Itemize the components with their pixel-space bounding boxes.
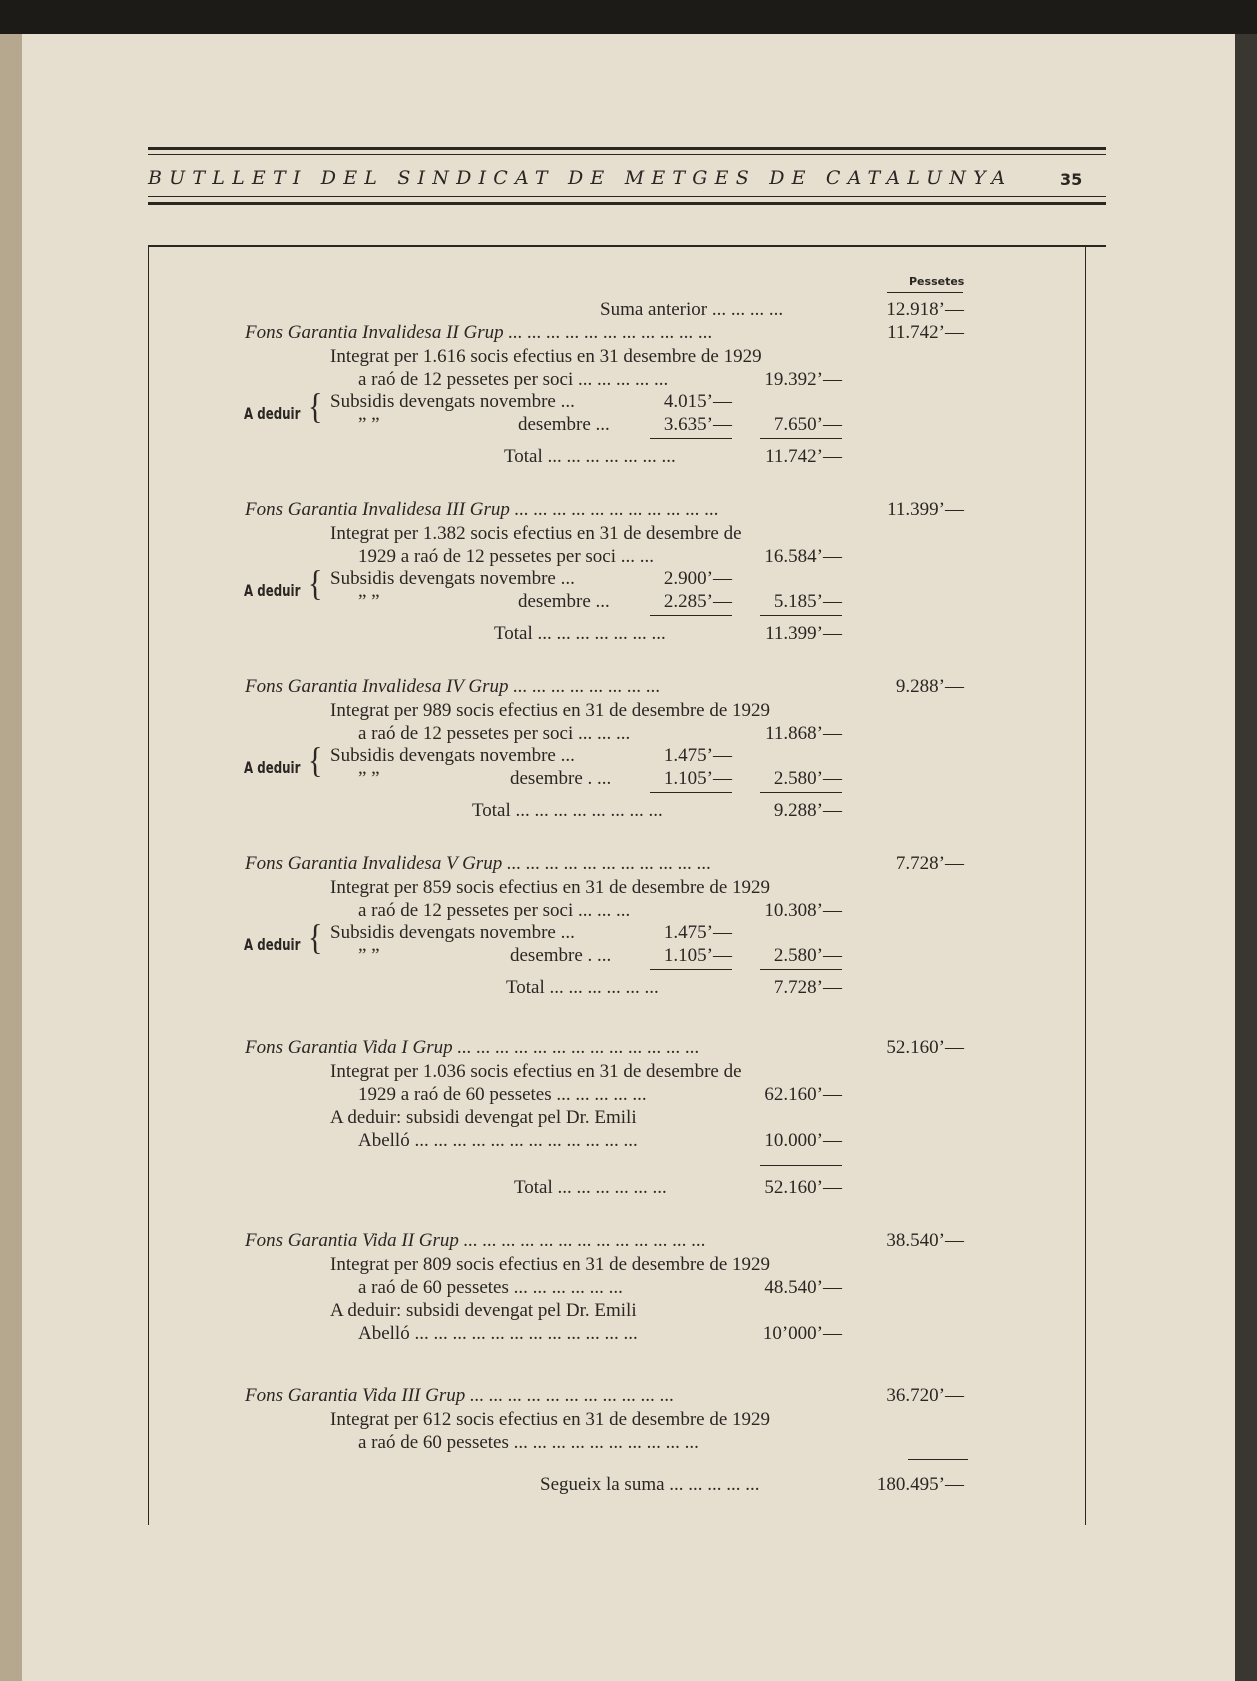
deduct-label: A deduir	[244, 404, 301, 423]
table-right-rule	[1085, 245, 1086, 1525]
integrat-line: Integrat per 1.382 socis efectius en 31 de desembre de	[330, 523, 742, 544]
subsidy-november-label: Subsidis devengats novembre ...	[330, 745, 575, 766]
subsidy-november-label: Subsidis devengats novembre ...	[330, 391, 575, 412]
rate-value: 62.160’—	[764, 1084, 842, 1105]
rate-line: 1929 a raó de 12 pessetes per soci ... ...	[358, 546, 655, 567]
header-rule-top	[148, 147, 1106, 150]
rate-line: a raó de 12 pessetes per soci ... ... ...	[358, 900, 631, 921]
deduct-label: A deduir	[244, 935, 301, 954]
section-amount: 9.288’—	[895, 676, 964, 697]
subsidy-november-value: 2.900’—	[663, 568, 732, 589]
total-label: Total ... ... ... ... ... ... ...	[494, 623, 666, 644]
subsidy-december-value: 3.635’—	[663, 414, 732, 435]
rate-line: a raó de 60 pessetes ... ... ... ... ... ... ... ... ... ...	[358, 1432, 699, 1453]
section-title: Fons Garantia Invalidesa II Grup ... ... ... ... ... ... ... ... ... ... ...	[245, 322, 713, 343]
sum-rule	[760, 969, 842, 970]
header-rule-top-thin	[148, 154, 1106, 155]
integrat-line: Integrat per 1.616 socis efectius en 31 desembre de 1929	[330, 346, 762, 367]
sum-rule	[760, 438, 842, 439]
brace: {	[308, 386, 323, 427]
rate-value: 10.308’—	[764, 900, 842, 921]
rate-line: a raó de 12 pessetes per soci ... ... ...	[358, 723, 631, 744]
footer-sum-rule	[908, 1459, 968, 1460]
abello-line: Abelló ... ... ... ... ... ... ... ... ... ... ... ...	[358, 1130, 638, 1151]
integrat-line: Integrat per 989 socis efectius en 31 de desembre de 1929	[330, 700, 771, 721]
total-value: 52.160’—	[764, 1177, 842, 1198]
total-value: 7.728’—	[773, 977, 842, 998]
subsidy-december-value: 2.285’—	[663, 591, 732, 612]
column-header-pessetes: Pessetes	[909, 275, 965, 288]
total-value: 9.288’—	[773, 800, 842, 821]
header-rule-bottom	[148, 202, 1106, 205]
ditto-marks: ” ”	[358, 591, 380, 612]
section-amount: 7.728’—	[895, 853, 964, 874]
section-title: Fons Garantia Vida III Grup ... ... ... ... ... ... ... ... ... ... ...	[245, 1385, 675, 1406]
integrat-line: Integrat per 859 socis efectius en 31 de desembre de 1929	[330, 877, 771, 898]
section-title: Fons Garantia Vida II Grup ... ... ... ... ... ... ... ... ... ... ... ... ...	[245, 1230, 706, 1251]
abello-value: 10’000’—	[762, 1323, 842, 1344]
deduct-total-value: 5.185’—	[773, 591, 842, 612]
deduct-label: A deduir	[244, 581, 301, 600]
deduct-total-value: 7.650’—	[773, 414, 842, 435]
subsidy-november-value: 4.015’—	[663, 391, 732, 412]
brace: {	[308, 740, 323, 781]
section-amount: 11.742’—	[887, 322, 964, 343]
subsidy-december-label: desembre ...	[518, 591, 610, 612]
rate-value: 48.540’—	[764, 1277, 842, 1298]
section-amount: 11.399’—	[887, 499, 964, 520]
sum-rule	[760, 1165, 842, 1166]
subsidy-november-label: Subsidis devengats novembre ...	[330, 922, 575, 943]
rate-line: 1929 a raó de 60 pessetes ... ... ... ... ...	[358, 1084, 647, 1105]
total-value: 11.742’—	[765, 446, 842, 467]
document-page	[22, 34, 1235, 1681]
rate-line: a raó de 60 pessetes ... ... ... ... ... ...	[358, 1277, 623, 1298]
section-title: Fons Garantia Invalidesa IV Grup ... ... ... ... ... ... ... ...	[245, 676, 661, 697]
section-amount: 38.540’—	[886, 1230, 964, 1251]
subsidy-december-value: 1.105’—	[663, 768, 732, 789]
section-title: Fons Garantia Vida I Grup ... ... ... ... ... ... ... ... ... ... ... ... ...	[245, 1037, 700, 1058]
total-label: Total ... ... ... ... ... ...	[506, 977, 659, 998]
column-header-rule	[887, 292, 963, 293]
total-label: Total ... ... ... ... ... ... ...	[504, 446, 676, 467]
sum-rule	[760, 792, 842, 793]
deduct-total-value: 2.580’—	[773, 945, 842, 966]
integrat-line: Integrat per 1.036 socis efectius en 31 de desembre de	[330, 1061, 742, 1082]
rate-value: 16.584’—	[764, 546, 842, 567]
subsidy-december-label: desembre ...	[518, 414, 610, 435]
integrat-line: Integrat per 612 socis efectius en 31 de desembre de 1929	[330, 1409, 771, 1430]
brace: {	[308, 917, 323, 958]
header-rule-bottom-thin	[148, 196, 1106, 197]
section-amount: 36.720’—	[886, 1385, 964, 1406]
deduct-total-value: 2.580’—	[773, 768, 842, 789]
sum-rule	[650, 792, 732, 793]
integrat-line: Integrat per 809 socis efectius en 31 de desembre de 1929	[330, 1254, 771, 1275]
segueix-suma-label: Segueix la suma ... ... ... ... ...	[540, 1474, 760, 1495]
sum-rule	[650, 969, 732, 970]
section-amount: 52.160’—	[886, 1037, 964, 1058]
sum-rule	[760, 615, 842, 616]
section-title: Fons Garantia Invalidesa III Grup ... ... ... ... ... ... ... ... ... ... ...	[245, 499, 719, 520]
subsidy-december-label: desembre . ...	[510, 768, 612, 789]
abello-line: Abelló ... ... ... ... ... ... ... ... ... ... ... ...	[358, 1323, 638, 1344]
sum-rule	[650, 615, 732, 616]
page-header-title: BUTLLETI DEL SINDICAT DE METGES DE CATALUNYA	[148, 167, 1013, 189]
page-number: 35	[1060, 170, 1083, 189]
sum-rule	[650, 438, 732, 439]
subsidy-november-value: 1.475’—	[663, 922, 732, 943]
section-title: Fons Garantia Invalidesa V Grup ... ... ... ... ... ... ... ... ... ... ...	[245, 853, 712, 874]
table-top-rule	[148, 245, 1106, 247]
rate-line: a raó de 12 pessetes per soci ... ... ... ... ...	[358, 369, 669, 390]
deduct-line: A deduir: subsidi devengat pel Dr. Emili	[330, 1107, 637, 1128]
deduct-line: A deduir: subsidi devengat pel Dr. Emili	[330, 1300, 637, 1321]
subsidy-november-value: 1.475’—	[663, 745, 732, 766]
subsidy-december-label: desembre . ...	[510, 945, 612, 966]
total-value: 11.399’—	[765, 623, 842, 644]
abello-value: 10.000’—	[764, 1130, 842, 1151]
suma-anterior-value: 12.918’—	[886, 299, 964, 320]
deduct-label: A deduir	[244, 758, 301, 777]
rate-value: 19.392’—	[764, 369, 842, 390]
segueix-suma-value: 180.495’—	[876, 1474, 964, 1495]
ditto-marks: ” ”	[358, 768, 380, 789]
rate-value: 11.868’—	[765, 723, 842, 744]
subsidy-december-value: 1.105’—	[663, 945, 732, 966]
left-page-edge	[0, 34, 24, 1681]
right-page-edge	[1232, 34, 1257, 1681]
table-left-rule	[148, 245, 149, 1525]
ditto-marks: ” ”	[358, 414, 380, 435]
brace: {	[308, 563, 323, 604]
suma-anterior-label: Suma anterior ... ... ... ...	[600, 299, 784, 320]
total-label: Total ... ... ... ... ... ...	[514, 1177, 667, 1198]
subsidy-november-label: Subsidis devengats novembre ...	[330, 568, 575, 589]
ditto-marks: ” ”	[358, 945, 380, 966]
total-label: Total ... ... ... ... ... ... ... ...	[472, 800, 663, 821]
